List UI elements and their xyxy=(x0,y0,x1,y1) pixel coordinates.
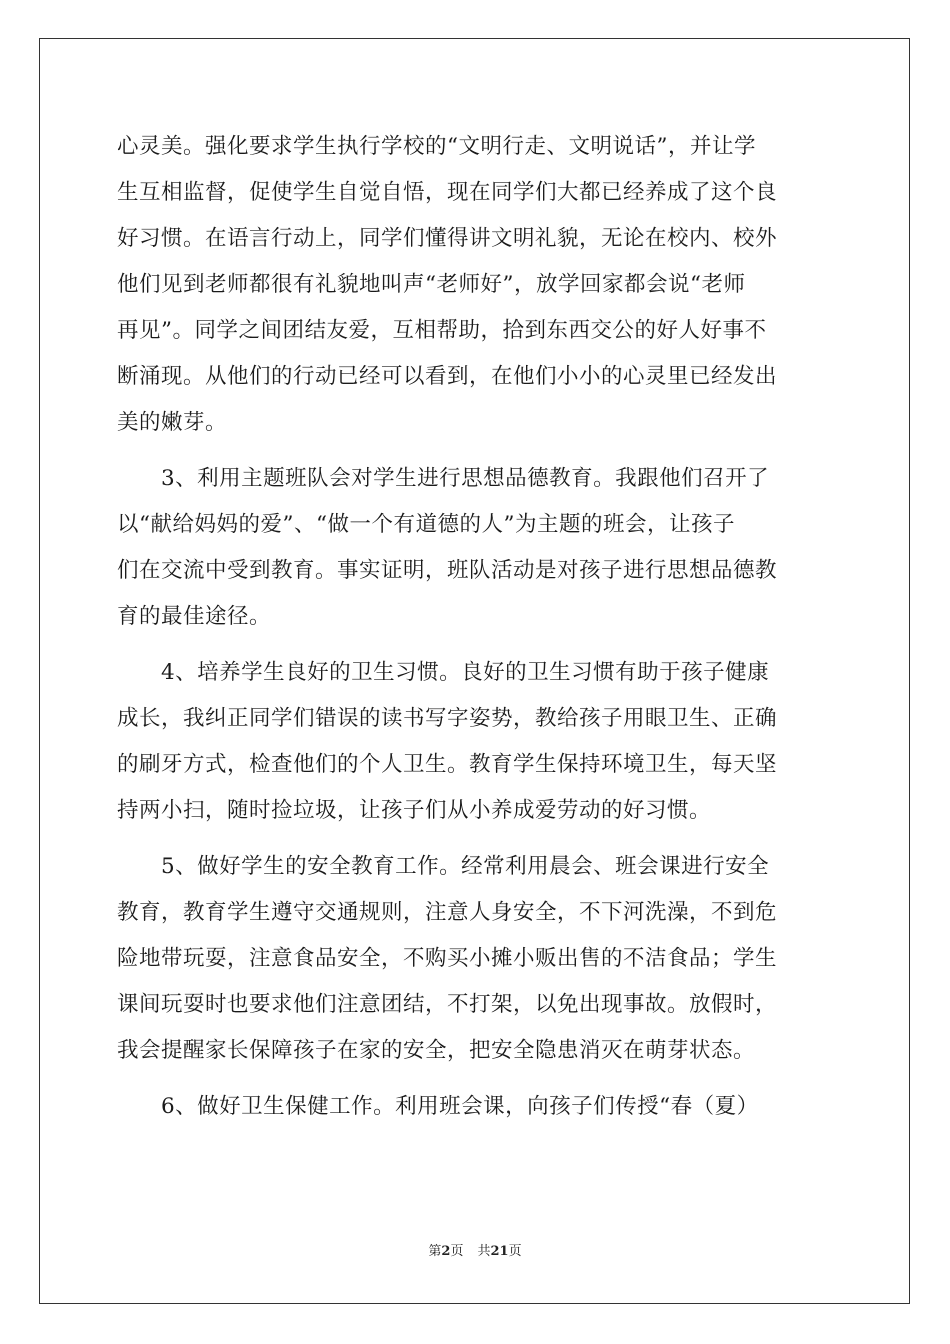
text-line: 以“献给妈妈的爱”、“做一个有道德的人”为主题的班会，让孩子 xyxy=(117,512,735,537)
text-line: 的刷牙方式，检查他们的个人卫生。教育学生保持环境卫生，每天坚 xyxy=(117,752,778,777)
document-body xyxy=(117,124,837,1130)
paragraph-4 xyxy=(117,844,837,1074)
text-line: 成长，我纠正同学们错误的读书写字姿势，教给孩子用眼卫生、正确 xyxy=(117,706,778,731)
paragraph-1 xyxy=(117,124,837,446)
total-prefix: 共 xyxy=(477,1244,491,1259)
paragraph-2 xyxy=(117,456,837,640)
page-suffix: 页 xyxy=(450,1244,464,1259)
paragraph-3 xyxy=(117,650,837,834)
page-number: 2 xyxy=(441,1244,451,1259)
text-line: 4、培养学生良好的卫生习惯。良好的卫生习惯有助于孩子健康 xyxy=(161,660,770,685)
page-prefix: 第 xyxy=(428,1244,442,1259)
text-line: 他们见到老师都很有礼貌地叫声“老师好”，放学回家都会说“老师 xyxy=(117,272,746,297)
text-line: 6、做好卫生保健工作。利用班会课，向孩子们传授“春（夏） xyxy=(161,1094,759,1119)
text-line: 心灵美。强化要求学生执行学校的“文明行走、文明说话”，并让学 xyxy=(117,134,756,159)
text-line: 我会提醒家长保障孩子在家的安全，把安全隐患消灭在萌芽状态。 xyxy=(117,1038,756,1063)
text-line: 5、做好学生的安全教育工作。经常利用晨会、班会课进行安全 xyxy=(161,854,770,879)
text-line: 们在交流中受到教育。事实证明，班队活动是对孩子进行思想品德教 xyxy=(117,558,778,583)
text-line: 好习惯。在语言行动上，同学们懂得讲文明礼貌，无论在校内、校外 xyxy=(117,226,778,251)
text-line: 生互相监督，促使学生自觉自悟，现在同学们大都已经养成了这个良 xyxy=(117,180,778,205)
text-line: 再见”。同学之间团结友爱，互相帮助，拾到东西交公的好人好事不 xyxy=(117,318,767,343)
paragraph-5 xyxy=(117,1084,837,1130)
page-footer xyxy=(0,1240,950,1259)
text-line: 课间玩耍时也要求他们注意团结，不打架，以免出现事故。放假时， xyxy=(117,992,778,1017)
text-line: 险地带玩耍，注意食品安全，不购买小摊小贩出售的不洁食品；学生 xyxy=(117,946,778,971)
text-line: 育的最佳途径。 xyxy=(117,604,272,629)
text-line: 断涌现。从他们的行动已经可以看到，在他们小小的心灵里已经发出 xyxy=(117,364,778,389)
total-suffix: 页 xyxy=(508,1244,522,1259)
text-line: 持两小扫，随时捡垃圾，让孩子们从小养成爱劳动的好习惯。 xyxy=(117,798,712,823)
text-line: 教育，教育学生遵守交通规则，注意人身安全，不下河洗澡，不到危 xyxy=(117,900,778,925)
text-line: 美的嫩芽。 xyxy=(117,410,228,435)
text-line: 3、利用主题班队会对学生进行思想品德教育。我跟他们召开了 xyxy=(161,466,770,491)
total-pages: 21 xyxy=(490,1244,509,1259)
